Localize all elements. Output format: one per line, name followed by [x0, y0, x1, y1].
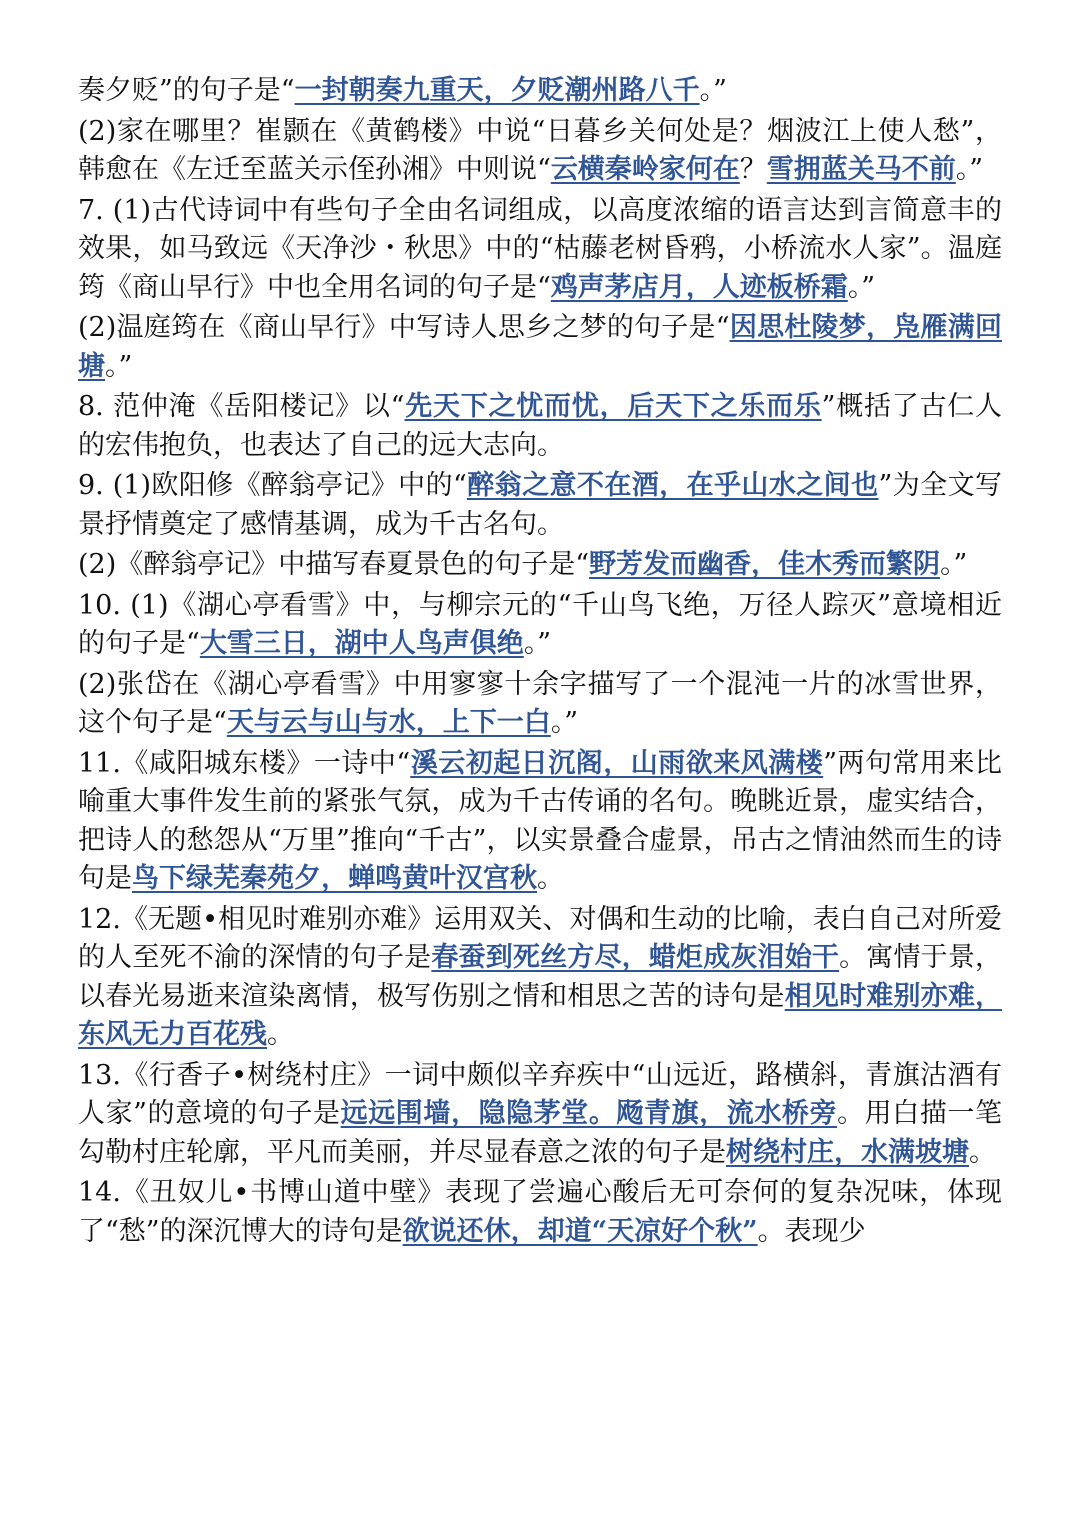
question-text: 奏夕贬”的句子是“ — [78, 75, 295, 106]
question-paragraph — [78, 467, 1002, 544]
answer-text: 雪拥蓝关马不前 — [766, 154, 956, 185]
answer-text: 欲说还休，却道“天凉好个秋” — [402, 1215, 758, 1247]
answer-text: 醉翁之意不在酒，在乎山水之间也 — [466, 470, 879, 501]
question-text: (2)家在哪里？崔颢在《黄鹤楼》中说“日暮乡关何处是？烟波江上使人愁”，韩愈在《左迁至蓝关示侄孙湘》中则说“ — [78, 115, 1002, 185]
answer-text: 天与云与山与水，上下一白 — [226, 707, 551, 738]
question-text: 。 — [267, 1019, 294, 1050]
answer-text: 溪云初起日沉阁，山雨欲来风满楼 — [410, 747, 824, 779]
question-paragraph — [78, 1174, 1002, 1251]
answer-text: 远远围墙，隐隐茅堂。飏青旗，流水桥旁 — [340, 1098, 838, 1129]
question-text: (2)张岱在《湖心亭看雪》中用寥寥十余字描写了一个混沌一片的冰雪世界，这个句子是“ — [78, 668, 1002, 738]
question-text: ”概括了古仁人的宏伟抱负，也表达了自己的远大志向。 — [78, 391, 1002, 461]
answer-text: 相见时难别亦难，东风无力百花残 — [78, 980, 1003, 1050]
question-text: (2)《醉翁亭记》中描写春夏景色的句子是“ — [78, 549, 590, 580]
answer-text: 春蚕到死丝方尽，蜡炬成灰泪始干 — [431, 942, 840, 973]
question-paragraph — [78, 666, 1002, 743]
question-text: 。 — [969, 1136, 996, 1168]
question-paragraph — [78, 546, 1002, 585]
answer-text: 树绕村庄，水满坡塘 — [726, 1136, 969, 1168]
question-paragraph — [78, 309, 1002, 386]
question-text: 。” — [940, 549, 968, 580]
answer-text: 大雪三日，湖中人鸟声俱绝 — [199, 628, 524, 659]
question-text: ？ — [739, 154, 767, 185]
question-paragraph — [78, 745, 1002, 899]
question-text: 。” — [523, 628, 552, 659]
answer-text: 一封朝奏九重天，夕贬潮州路八千 — [294, 75, 700, 106]
question-text: 14.《丑奴儿•书博山道中壁》表现了尝遍心酸后无可奈何的复杂况味，体现了“愁”的深沉博大的诗句是 — [78, 1177, 1002, 1247]
question-text: 9. (1)欧阳修《醉翁亭记》中的“ — [78, 470, 467, 501]
question-text: ”为全文写景抒情奠定了感情基调，成为千古名句。 — [78, 470, 1002, 540]
question-text: 。” — [847, 271, 876, 303]
question-paragraph — [78, 192, 1002, 308]
question-text: (2)温庭筠在《商山早行》中写诗人思乡之梦的句子是“ — [78, 312, 730, 343]
question-text: 。表现少 — [757, 1215, 866, 1247]
answer-text: 云横秦岭家何在 — [550, 154, 740, 185]
question-text: 12.《无题•相见时难别亦难》运用双关、对偶和生动的比喻，表白自己对所爱的人至死不渝的深情的句子是 — [78, 903, 1002, 973]
question-paragraph — [78, 901, 1002, 1055]
question-text: 7. (1)古代诗词中有些句子全由名词组成，以高度浓缩的语言达到言简意丰的效果，如马致远《天净沙・秋思》中的“枯藤老树昏鸦，小桥流水人家”。温庭筠《商山早行》中也全用名词的句子是“ — [78, 194, 1002, 303]
answer-text: 因思杜陵梦，凫雁满回塘 — [78, 312, 1002, 382]
question-paragraph — [78, 113, 1002, 190]
question-paragraph — [78, 587, 1002, 664]
question-text: 。” — [699, 75, 727, 106]
question-text: 13.《行香子•树绕村庄》一词中颇似辛弃疾中“山远近，路横斜，青旗沽酒有人家”的意境的句子是 — [78, 1059, 1002, 1129]
answer-text: 先天下之忧而忧，后天下之乐而乐 — [404, 391, 822, 422]
question-text: 11.《咸阳城东楼》一诗中“ — [78, 747, 411, 779]
question-text: 。 — [537, 863, 564, 894]
question-text: 。” — [550, 707, 579, 738]
question-text: 10. (1)《湖心亭看雪》中，与柳宗元的“千山鸟飞绝，万径人踪灭”意境相近的句子是“ — [78, 589, 1002, 659]
question-text: ”两句常用来比喻重大事件发生前的紧张气氛，成为千古传诵的名句。晚眺近景，虚实结合，把诗人的愁怨从“万里”推向“千古”，以实景叠合虚景，吊古之情油然而生的诗句是 — [78, 747, 1003, 894]
answer-text: 野芳发而幽香，佳木秀而繁阴 — [589, 549, 941, 580]
question-paragraph — [78, 388, 1002, 465]
question-text: 。用白描一笔勾勒村庄轮廓，平凡而美丽，并尽显春意之浓的句子是 — [78, 1098, 1003, 1168]
question-paragraph — [78, 1057, 1002, 1173]
answer-text: 鸟下绿芜秦苑夕，蝉鸣黄叶汉宫秋 — [132, 863, 537, 894]
question-text: 。寓情于景，以春光易逝来渲染离情，极写伤别之情和相思之苦的诗句是 — [78, 942, 1003, 1012]
question-text: 8. 范仲淹《岳阳楼记》以“ — [78, 391, 405, 422]
question-paragraph — [78, 72, 1002, 111]
question-text: 。” — [955, 154, 984, 185]
answer-text: 鸡声茅店月，人迹板桥霜 — [550, 271, 848, 303]
question-text: 。” — [105, 350, 133, 382]
